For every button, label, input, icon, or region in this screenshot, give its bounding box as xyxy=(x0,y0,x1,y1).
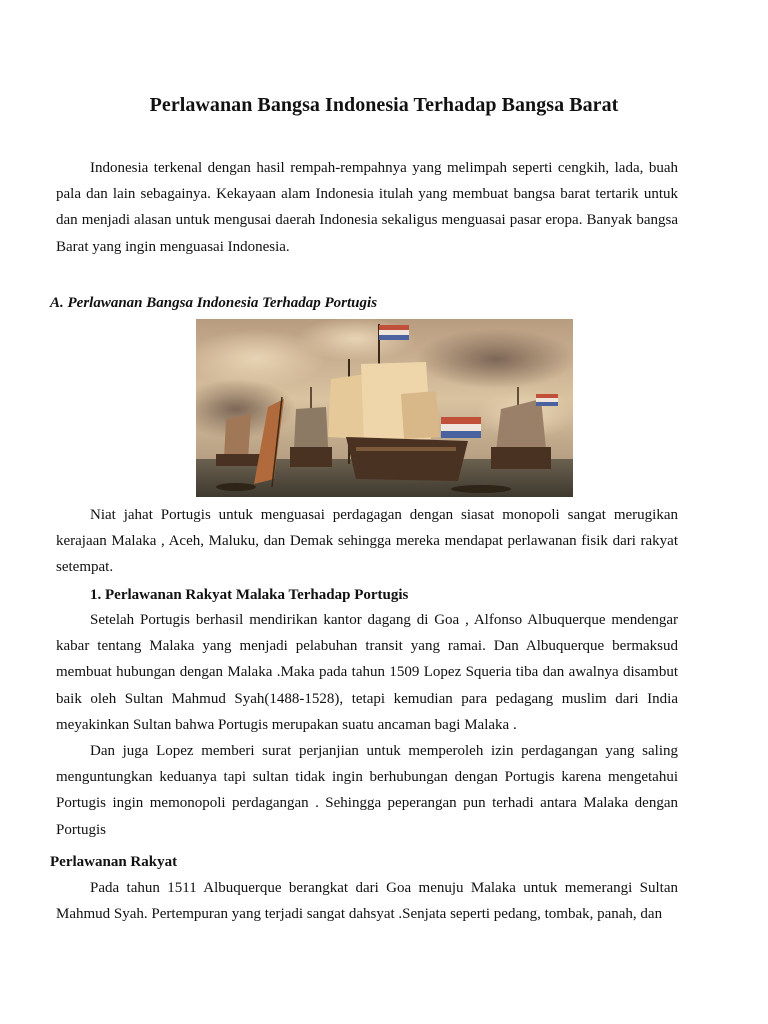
perlawanan-rakyat-paragraph: Pada tahun 1511 Albuquerque berangkat dari Goa menuju Malaka untuk memerangi Sultan Mahmud Syah. Pertempuran yang terjadi sangat dahsyat .Senjata seperti pedang, tombak, panah, dan xyxy=(56,880,678,923)
subsection-1-heading: 1. Perlawanan Rakyat Malaka Terhadap Portugis xyxy=(90,587,409,603)
section-a-heading: A. Perlawanan Bangsa Indonesia Terhadap Portugis xyxy=(50,295,378,311)
perlawanan-rakyat-heading: Perlawanan Rakyat xyxy=(50,854,178,870)
section-a-paragraph: Niat jahat Portugis untuk menguasai perdagagan dengan siasat monopoli sangat merugikan kerajaan Malaka , Aceh, Maluku, dan Demak sehingga mereka mendapat perlawanan fisik dari rakyat setempat. xyxy=(56,507,678,576)
page-title: Perlawanan Bangsa Indonesia Terhadap Bangsa Barat xyxy=(149,94,619,116)
intro-paragraph: Indonesia terkenal dengan hasil rempah-rempahnya yang melimpah seperti cengkih, lada, buah pala dan lain sebagainya. Kekayaan alam Indonesia itulah yang membuat bangsa barat tertarik untuk dan menjadi alasan untuk mengusai daerah Indonesia sekaligus menguasai pasar eropa. Banyak bangsa Barat yang ingin menguasai Indonesia. xyxy=(56,160,678,255)
subsection-1-paragraph-1: Setelah Portugis berhasil mendirikan kantor dagang di Goa , Alfonso Albuquerque mendengar kabar tentang Malaka yang menjadi pelabuhan transit yang ramai. Dan Albuquerque bermaksud membuat hubungan dengan Malaka .Maka pada tahun 1509 Lopez Squeria tiba dan awalnya disambut baik oleh Sultan Mahmud Syah(1488-1528), tetapi kemudian para pedagang muslim dari India meyakinkan Sultan bahwa Portugis merupakan suatu ancaman bagi Malaka . xyxy=(56,612,678,733)
ships-painting-image xyxy=(196,319,573,497)
subsection-1-paragraph-2: Dan juga Lopez memberi surat perjanjian untuk memperoleh izin perdagangan yang saling menguntungkan keduanya tapi sultan tidak ingin berhubungan dengan Portugis karena mengetahui Portugis ingin memonopoli perdagangan . Sehingga peperangan pun terhadi antara Malaka dengan Portugis xyxy=(56,743,678,838)
